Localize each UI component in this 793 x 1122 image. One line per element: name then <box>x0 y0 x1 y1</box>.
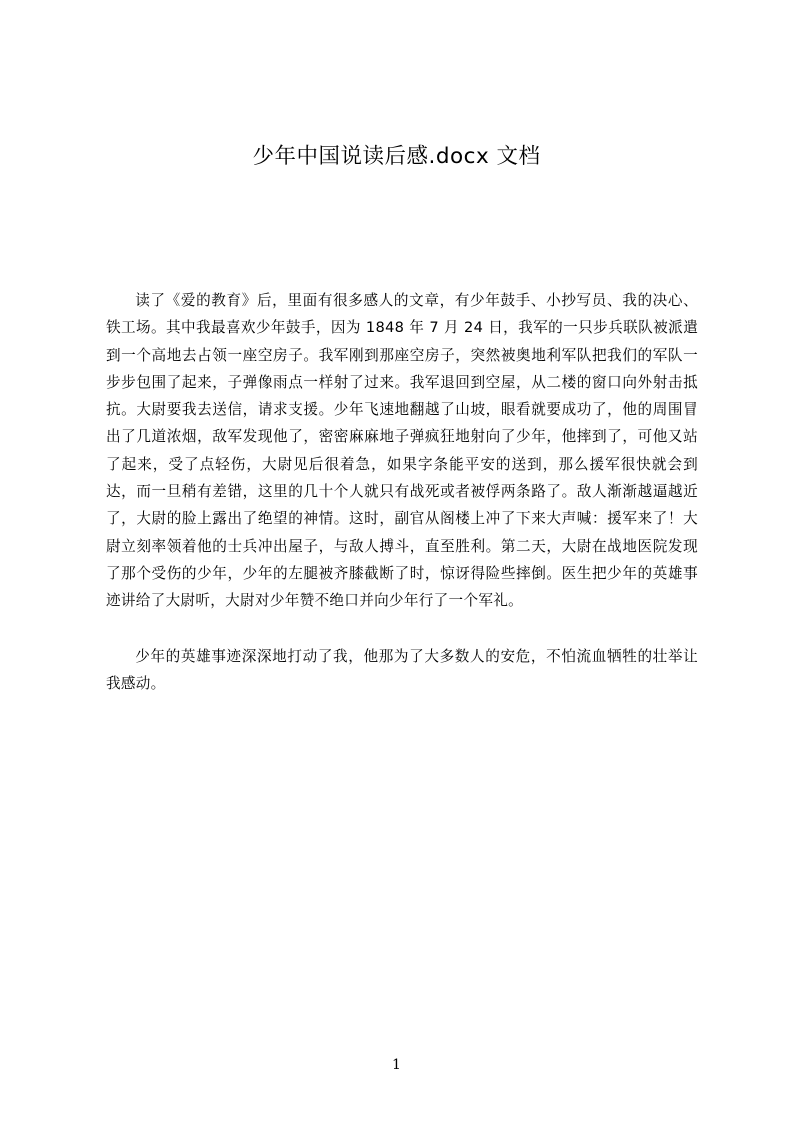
document-title: 少年中国说读后感.docx 文档 <box>252 144 541 169</box>
page-number: 1 <box>392 1057 401 1073</box>
body-paragraph-2: 少年的英雄事迹深深地打动了我，他那为了大多数人的安危，不怕流血牺牲的壮举让我感动。 <box>106 647 698 692</box>
body-paragraph-1: 读了《爱的教育》后，里面有很多感人的文章，有少年鼓手、小抄写员、我的决心、铁工场。其中我最喜欢少年鼓手，因为 1848 年 7 月 24 日，我军的一只步兵联队被派遣到一个高地去占领一座空房子。我军刚到那座空房子，突然被奥地利军队把我们的军队一步步包围了起来，子弹像雨点一样射了过来。我军退回到空屋，从二楼的窗口向外射击抵抗。大尉要我去送信，请求支援。少年飞速地翻越了山坡，眼看就要成功了，他的周围冒出了几道浓烟，敌军发现他了，密密麻麻地子弹疯狂地射向了少年，他摔到了，可他又站了起来，受了点轻伤，大尉见后很着急，如果字条能平安的送到，那么援军很快就会到达，而一旦稍有差错，这里的几十个人就只有战死或者被俘两条路了。敌人渐渐越逼越近了，大尉的脸上露出了绝望的神情。这时，副官从阁楼上冲了下来大声喊：援军来了！大尉立刻率领着他的士兵冲出屋子，与敌人搏斗，直至胜利。第二天，大尉在战地医院发现了那个受伤的少年，少年的左腿被齐膝截断了时，惊讶得险些摔倒。医生把少年的英雄事迹讲给了大尉听，大尉对少年赞不绝口并向少年行了一个军礼。 <box>106 292 698 610</box>
document-body <box>106 287 698 697</box>
